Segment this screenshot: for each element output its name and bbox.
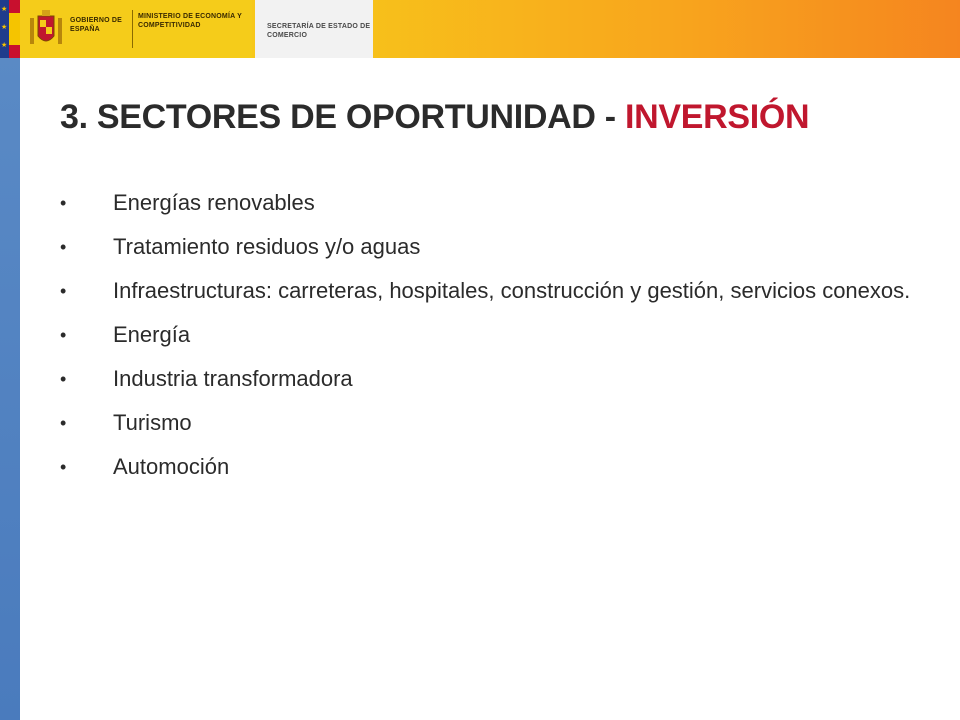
- bullet-icon: •: [60, 457, 67, 477]
- list-item: [60, 452, 920, 482]
- bullet-text: Turismo: [113, 410, 192, 435]
- header-banner: [20, 0, 960, 58]
- title-accent: INVERSIÓN: [624, 98, 810, 136]
- bullet-text: Infraestructuras: carreteras, hospitales, construcción y gestión, servicios conexos.: [113, 278, 911, 303]
- list-item: [60, 276, 920, 306]
- secretariat-name: SECRETARÍA DE ESTADO DE COMERCIO: [267, 23, 371, 39]
- list-item: [60, 364, 920, 394]
- bullet-text: Tratamiento residuos y/o aguas: [113, 234, 421, 259]
- coat-of-arms-icon: [28, 8, 64, 50]
- government-logo: [20, 0, 252, 58]
- eu-star-icon: ★: [1, 42, 8, 49]
- list-item: [60, 320, 920, 350]
- government-name: GOBIERNO DE ESPAÑA: [70, 17, 122, 33]
- eu-flag-strip: [0, 0, 9, 58]
- slide-title: [60, 98, 940, 137]
- eu-star-icon: ★: [1, 6, 8, 13]
- bullet-icon: •: [60, 369, 67, 389]
- bullet-text: Energías renovables: [113, 190, 315, 215]
- list-item: [60, 232, 920, 262]
- ministry-name: MINISTERIO DE ECONOMÍA Y COMPETITIVIDAD: [138, 13, 242, 29]
- bullet-text: Automoción: [113, 454, 230, 479]
- eu-star-icon: ★: [1, 24, 8, 31]
- bullet-icon: •: [60, 237, 67, 257]
- bullet-text: Energía: [113, 322, 191, 347]
- secretariat-box: [255, 0, 373, 58]
- title-main: 3. SECTORES DE OPORTUNIDAD -: [60, 98, 625, 136]
- bullet-icon: •: [60, 325, 67, 345]
- bullet-icon: •: [60, 193, 67, 213]
- logo-divider: [132, 10, 133, 48]
- bullet-list: [60, 188, 920, 496]
- bullet-text: Industria transformadora: [113, 366, 353, 391]
- bullet-icon: •: [60, 413, 67, 433]
- list-item: [60, 408, 920, 438]
- bullet-icon: •: [60, 281, 67, 301]
- left-side-bar: [0, 0, 20, 720]
- list-item: [60, 188, 920, 218]
